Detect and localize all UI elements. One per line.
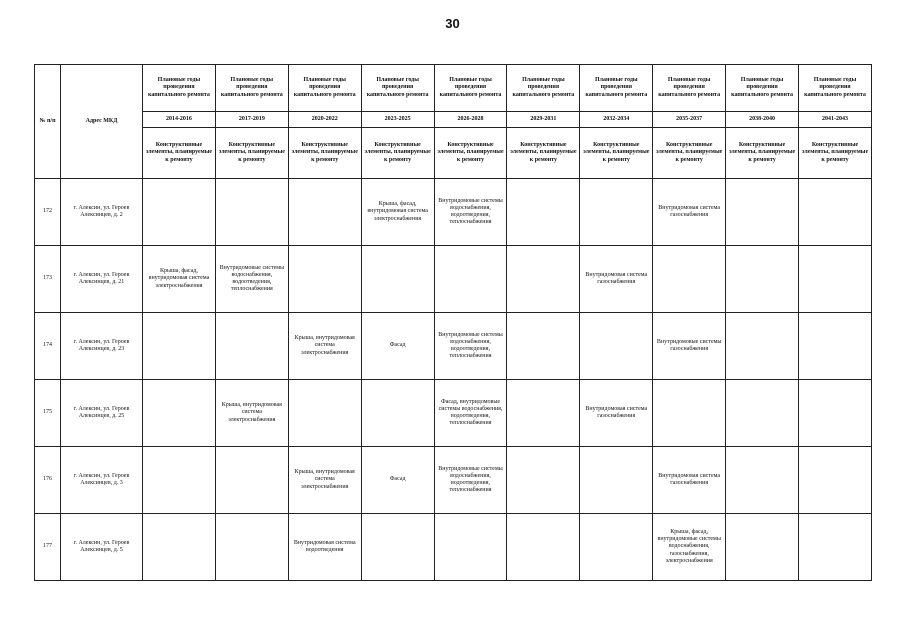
header-elements-label: Конструктивные элементы, планируемые к ремонту bbox=[580, 128, 653, 179]
header-year-range: 2038-2040 bbox=[726, 112, 799, 128]
table-cell: Внутридомовые системы водоснабжения, водоотведения, теплоснабжения bbox=[434, 313, 507, 380]
header-period-label: Плановые годы проведения капитального ремонта bbox=[799, 65, 872, 112]
table-cell: Внутридомовая система газоснабжения bbox=[653, 179, 726, 246]
table-cell: Фасад bbox=[361, 447, 434, 514]
header-period-label: Плановые годы проведения капитального ремонта bbox=[580, 65, 653, 112]
table-cell: Крыша, внутридомовая система электроснабжения bbox=[288, 313, 361, 380]
table-cell bbox=[361, 514, 434, 581]
table-cell bbox=[143, 313, 216, 380]
table-cell bbox=[434, 246, 507, 313]
table-cell: Внутридомовая система водоотведения bbox=[288, 514, 361, 581]
table-cell: Фасад, внутридомовые системы водоснабжения, водоотведения, теплоснабжения bbox=[434, 380, 507, 447]
header-period-label: Плановые годы проведения капитального ремонта bbox=[361, 65, 434, 112]
table-cell: Крыша, внутридомовая система электроснабжения bbox=[215, 380, 288, 447]
capital-repair-plan-table bbox=[34, 64, 872, 581]
table-cell bbox=[288, 246, 361, 313]
table-cell bbox=[653, 380, 726, 447]
table-cell: Крыша, фасад, внутридомовая система электроснабжения bbox=[143, 246, 216, 313]
table-cell bbox=[726, 179, 799, 246]
table-cell: Внутридомовая система газоснабжения bbox=[580, 246, 653, 313]
header-elements-label: Конструктивные элементы, планируемые к ремонту bbox=[726, 128, 799, 179]
header-period-label: Плановые годы проведения капитального ремонта bbox=[215, 65, 288, 112]
row-address: г. Алексин, ул. Героев Алексинцев, д. 25 bbox=[61, 380, 143, 447]
table-cell bbox=[799, 313, 872, 380]
table-cell bbox=[653, 246, 726, 313]
table-cell bbox=[507, 313, 580, 380]
table-cell bbox=[507, 380, 580, 447]
row-number: 176 bbox=[35, 447, 61, 514]
table-cell bbox=[507, 179, 580, 246]
header-row-years bbox=[35, 112, 872, 128]
table-cell: Крыша, фасад, внутридомовые системы водоснабжения, газоснабжения, электроснабжения bbox=[653, 514, 726, 581]
header-year-range: 2032-2034 bbox=[580, 112, 653, 128]
table-cell bbox=[726, 447, 799, 514]
table-cell bbox=[507, 514, 580, 581]
header-year-range: 2026-2028 bbox=[434, 112, 507, 128]
table-cell bbox=[507, 447, 580, 514]
header-elements-label: Конструктивные элементы, планируемые к ремонту bbox=[361, 128, 434, 179]
header-elements-label: Конструктивные элементы, планируемые к ремонту bbox=[143, 128, 216, 179]
table-cell bbox=[799, 447, 872, 514]
table-cell bbox=[361, 380, 434, 447]
header-elements-label: Конструктивные элементы, планируемые к ремонту bbox=[653, 128, 726, 179]
table-row bbox=[35, 313, 872, 380]
header-row-elements bbox=[35, 128, 872, 179]
row-number: 174 bbox=[35, 313, 61, 380]
header-elements-label: Конструктивные элементы, планируемые к ремонту bbox=[434, 128, 507, 179]
table-cell bbox=[799, 380, 872, 447]
header-year-range: 2041-2043 bbox=[799, 112, 872, 128]
row-number: 175 bbox=[35, 380, 61, 447]
header-period-label: Плановые годы проведения капитального ремонта bbox=[507, 65, 580, 112]
table-cell: Крыша, фасад, внутридомовая система электроснабжения bbox=[361, 179, 434, 246]
table-cell bbox=[799, 179, 872, 246]
table-cell bbox=[726, 313, 799, 380]
header-year-range: 2014-2016 bbox=[143, 112, 216, 128]
table-cell: Крыша, внутридомовая система электроснабжения bbox=[288, 447, 361, 514]
table-cell bbox=[143, 514, 216, 581]
table-cell bbox=[215, 447, 288, 514]
header-num: № п/п bbox=[35, 65, 61, 179]
header-period-label: Плановые годы проведения капитального ремонта bbox=[726, 65, 799, 112]
table-cell bbox=[726, 246, 799, 313]
table-cell bbox=[288, 179, 361, 246]
table-row bbox=[35, 447, 872, 514]
table-row bbox=[35, 246, 872, 313]
table-row bbox=[35, 380, 872, 447]
row-number: 173 bbox=[35, 246, 61, 313]
header-elements-label: Конструктивные элементы, планируемые к ремонту bbox=[507, 128, 580, 179]
page-number: 30 bbox=[445, 16, 460, 31]
row-address: г. Алексин, ул. Героев Алексинцев, д. 21 bbox=[61, 246, 143, 313]
row-number: 172 bbox=[35, 179, 61, 246]
header-address: Адрес МКД bbox=[61, 65, 143, 179]
table-cell bbox=[799, 246, 872, 313]
header-period-label: Плановые годы проведения капитального ремонта bbox=[434, 65, 507, 112]
table-cell bbox=[361, 246, 434, 313]
table-cell bbox=[726, 514, 799, 581]
table-cell bbox=[580, 179, 653, 246]
table-cell: Внутридомовая система газоснабжения bbox=[653, 447, 726, 514]
table-cell bbox=[799, 514, 872, 581]
table-cell bbox=[215, 514, 288, 581]
header-year-range: 2023-2025 bbox=[361, 112, 434, 128]
table-cell bbox=[580, 313, 653, 380]
header-period-label: Плановые годы проведения капитального ремонта bbox=[288, 65, 361, 112]
table-cell bbox=[580, 447, 653, 514]
table-cell bbox=[434, 514, 507, 581]
table-cell: Внутридомовые системы водоснабжения, водоотведения, теплоснабжения bbox=[434, 179, 507, 246]
table-cell: Внутридомовая система газоснабжения bbox=[580, 380, 653, 447]
table-cell bbox=[288, 380, 361, 447]
table-cell: Внутридомовые системы водоснабжения, водоотведения, теплоснабжения bbox=[434, 447, 507, 514]
table-row bbox=[35, 179, 872, 246]
table-cell: Внутридомовые системы водоснабжения, водоотведения, теплоснабжения bbox=[215, 246, 288, 313]
header-year-range: 2020-2022 bbox=[288, 112, 361, 128]
header-row-period bbox=[35, 65, 872, 112]
header-year-range: 2017-2019 bbox=[215, 112, 288, 128]
table-cell bbox=[143, 447, 216, 514]
row-address: г. Алексин, ул. Героев Алексинцев, д. 23 bbox=[61, 313, 143, 380]
table-cell bbox=[580, 514, 653, 581]
row-address: г. Алексин, ул. Героев Алексинцев, д. 5 bbox=[61, 514, 143, 581]
table-row bbox=[35, 514, 872, 581]
header-year-range: 2035-2037 bbox=[653, 112, 726, 128]
table-cell bbox=[215, 179, 288, 246]
table-cell bbox=[507, 246, 580, 313]
row-address: г. Алексин, ул. Героев Алексинцев, д. 3 bbox=[61, 447, 143, 514]
header-period-label: Плановые годы проведения капитального ремонта bbox=[653, 65, 726, 112]
header-elements-label: Конструктивные элементы, планируемые к ремонту bbox=[799, 128, 872, 179]
table-cell bbox=[143, 380, 216, 447]
table-cell bbox=[143, 179, 216, 246]
header-elements-label: Конструктивные элементы, планируемые к ремонту bbox=[288, 128, 361, 179]
table-cell bbox=[726, 380, 799, 447]
table-cell: Фасад bbox=[361, 313, 434, 380]
table-cell bbox=[215, 313, 288, 380]
row-address: г. Алексин, ул. Героев Алексинцев, д. 2 bbox=[61, 179, 143, 246]
table-cell: Внутридомовые системы газоснабжения bbox=[653, 313, 726, 380]
header-year-range: 2029-2031 bbox=[507, 112, 580, 128]
row-number: 177 bbox=[35, 514, 61, 581]
header-period-label: Плановые годы проведения капитального ремонта bbox=[143, 65, 216, 112]
header-elements-label: Конструктивные элементы, планируемые к ремонту bbox=[215, 128, 288, 179]
